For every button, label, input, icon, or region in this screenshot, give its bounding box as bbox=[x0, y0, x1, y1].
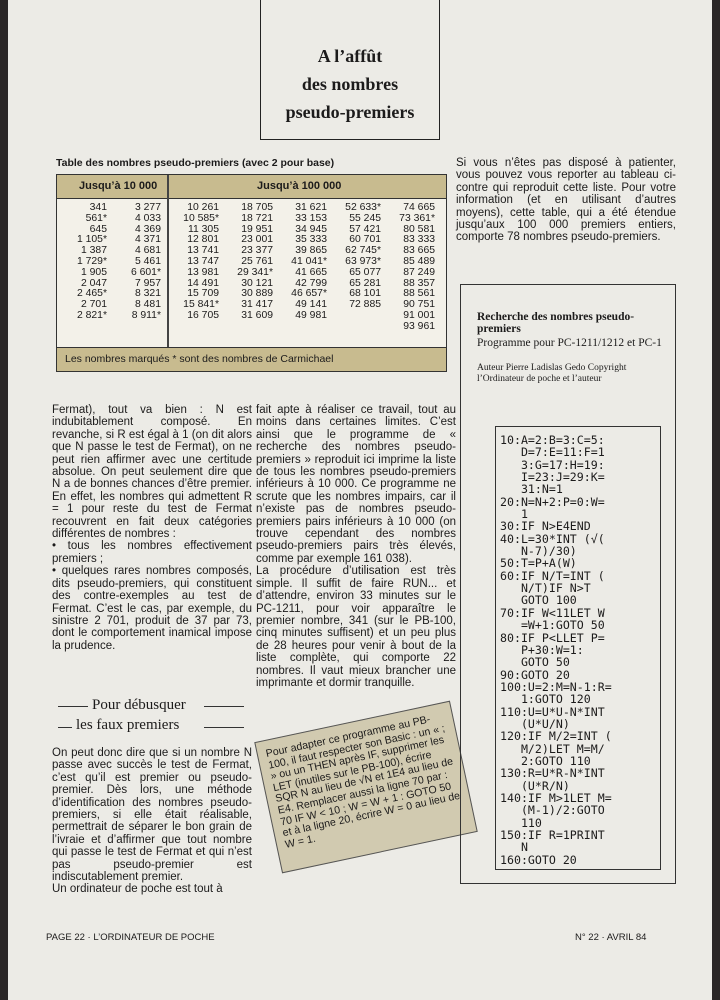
table-cell: 18 721 bbox=[241, 212, 273, 224]
table-cell: 4 369 bbox=[134, 223, 161, 235]
pseudo-prime-table bbox=[56, 174, 447, 372]
table-footer bbox=[57, 347, 446, 371]
table-cell: 57 421 bbox=[349, 223, 381, 235]
title-line-1: A l’affût bbox=[317, 46, 383, 66]
table-cell: 31 609 bbox=[241, 309, 273, 321]
table-cell: 73 361* bbox=[399, 212, 435, 224]
table-cell: 15 709 bbox=[187, 288, 219, 300]
footer-issue-label: N° 22 · AVRIL 84 bbox=[575, 932, 647, 943]
column-1-top-text: Fermat), tout va bien : N est indubitablement composé. En revanche, si R est égal à 1 (on dit alors que N passe le test de Fermat), on ne peut rien affirmer avec une certitude absolue. On peut seulement dire que N a de bonnes chances d’être premier. En effet, les nombres qui admettent R = 1 pour reste du test de Fermat recouvrent en fait deux catégories différentes de nombres : • tous les nombres effectivement premiers ; • quelques rares nombres composés, dits pseudo-premiers, qui constituent des contre-exemples au test de Fermat. C’est le cas, par exemple, du sinistre 2 701, produit de 37 par 73, dont le comportement inamical impose la prudence. bbox=[52, 404, 252, 652]
table-cell: 42 799 bbox=[295, 277, 327, 289]
table-cell: 30 889 bbox=[241, 288, 273, 300]
table-cell: 13 981 bbox=[187, 266, 219, 278]
table-cell: 6 601* bbox=[130, 266, 161, 278]
table-cell: 31 621 bbox=[295, 202, 327, 213]
table-cell: 88 561 bbox=[403, 288, 435, 300]
table-cell: 13 747 bbox=[187, 255, 219, 267]
table-column-7 bbox=[387, 203, 435, 333]
heading-rule bbox=[204, 727, 244, 728]
table-cell: 68 101 bbox=[349, 288, 381, 300]
column-1-bottom-text: On peut donc dire que si un nombre N passe avec succès le test de Fermat, c’est qu’il est premier ou pseudo-premier. Dès lors, une méthode d’identification des nombres pseudo-premiers, si elle était réalisable, permettrait de séparer le bon grain de l’ivraie et d’affirmer que tout nombre qui passe le test de Fermat et qui n’est pas pseudo-premier est indiscutablement premier. Un ordinateur de poche est tout à bbox=[52, 747, 252, 896]
table-cell: 62 745* bbox=[345, 245, 381, 257]
table-cell: 72 885 bbox=[349, 299, 381, 311]
program-platform: Programme pour PC-1211/1212 et PC-1 bbox=[477, 337, 662, 349]
table-cell: 4 681 bbox=[134, 245, 161, 257]
table-cell: 1 905 bbox=[80, 266, 107, 278]
table-column-2 bbox=[111, 203, 161, 322]
header-up-to-100000: Jusqu’à 100 000 bbox=[257, 180, 342, 192]
table-cell: 49 141 bbox=[295, 299, 327, 311]
table-caption: Table des nombres pseudo-premiers (avec 2 pour base) bbox=[56, 157, 335, 169]
table-cell: 65 281 bbox=[349, 277, 381, 289]
table-cell: 93 961 bbox=[403, 320, 435, 332]
table-cell: 39 865 bbox=[295, 245, 327, 257]
table-cell: 10 585* bbox=[183, 212, 219, 224]
section-heading-line-1: Pour débusquer bbox=[92, 697, 186, 713]
heading-rule bbox=[58, 706, 88, 707]
heading-rule bbox=[204, 706, 244, 707]
table-cell: 1 105* bbox=[76, 234, 107, 246]
table-cell: 25 761 bbox=[241, 255, 273, 267]
heading-rule bbox=[58, 727, 72, 728]
table-cell: 13 741 bbox=[187, 245, 219, 257]
program-listing: 10:A=2:B=3:C=5: D=7:E=11:F=1 3:G=17:H=19: I=23:J=29:K= 31:N=1 20:N=N+2:P=0:W= 1 30:IF N>E4END 40:L=30*INT (√( N-7)/30) 50:T=P+A(W) 60:IF N/T=INT ( N/T)IF N>T GOTO 100 70:IF W<11LET W =W+1:GOTO 50 80:IF P<LLET P= P+30:W=1: GOTO 50 90:GOTO 20 100:U=2:M=N-1:R= 1:GOTO 120 110:U=U*U-N*INT (U*U/N) 120:IF M/2=INT ( M/2)LET M=M/ 2:GOTO 110 130:R=U*R-N*INT (U*R/N) 140:IF M>1LET M= (M-1)/2:GOTO 110 150:IF R=1PRINT N 160:GOTO 20 bbox=[500, 433, 612, 867]
program-title: Recherche des nombres pseudo-premiers bbox=[477, 311, 635, 335]
table-cell: 46 657* bbox=[291, 288, 327, 300]
table-cell: 2 047 bbox=[80, 277, 107, 289]
table-cell: 1 387 bbox=[80, 245, 107, 257]
table-cell: 34 945 bbox=[295, 223, 327, 235]
table-cell: 91 001 bbox=[403, 309, 435, 321]
table-cell: 65 077 bbox=[349, 266, 381, 278]
table-cell: 63 973* bbox=[345, 255, 381, 267]
table-cell: 80 581 bbox=[403, 223, 435, 235]
title-box bbox=[260, 0, 440, 140]
table-header bbox=[57, 175, 446, 199]
table-cell: 31 417 bbox=[241, 299, 273, 311]
table-column-6 bbox=[333, 203, 381, 311]
table-cell: 88 357 bbox=[403, 277, 435, 289]
table-cell: 11 305 bbox=[187, 223, 219, 235]
table-cell: 30 121 bbox=[241, 277, 273, 289]
table-cell: 10 261 bbox=[187, 202, 219, 213]
magazine-page bbox=[8, 0, 712, 1000]
table-cell: 7 957 bbox=[134, 277, 161, 289]
table-cell: 74 665 bbox=[403, 202, 435, 213]
table-cell: 41 665 bbox=[295, 266, 327, 278]
column-2-text: fait apte à réaliser ce travail, tout au moins dans certaines limites. C’est ainsi que le programme de « recherche des nombres pseudo-premiers » reproduit ici imprime la liste de tous les nombres pseudo-premiers inférieurs à 10 000. Ce programme ne scrute que les nombres impairs, car il n’existe pas de nombres pseudo-premiers pairs inférieurs à 10 000 (on trouve cependant des nombres pseudo-premiers pairs très élevés, comme par exemple 161 038). La procédure d’utilisation est très simple. Il suffit de faire RUN... et d’attendre, environ 33 minutes sur le PC-1211, pour voir apparaître le premier nombre, 341 (sur le PB-100, cinq minutes suffisent) et un peu plus de 28 heures pour venir à bout de la liste complète, qui comporte 22 nombres. Il vaut mieux brancher une imprimante et dormir tranquille. bbox=[256, 404, 456, 689]
footer-page-label: PAGE 22 · L’ORDINATEUR DE POCHE bbox=[46, 932, 215, 943]
table-cell: 33 153 bbox=[295, 212, 327, 224]
table-cell: 1 729* bbox=[76, 255, 107, 267]
table-cell: 90 751 bbox=[403, 299, 435, 311]
table-cell: 85 489 bbox=[403, 255, 435, 267]
intro-paragraph-right: Si vous n’êtes pas disposé à patienter, vous pouvez vous reporter au tableau ci-contre qui reproduit cette liste. Pour votre information (et en utilisant d’autres moyens), cette table, qui a été étendue jusqu’aux 100 000 premiers entiers, comporte 78 nombres pseudo-premiers. bbox=[456, 157, 676, 244]
table-column-3 bbox=[171, 203, 219, 322]
table-cell: 341 bbox=[89, 202, 107, 213]
table-cell: 3 277 bbox=[134, 202, 161, 213]
table-cell: 15 841* bbox=[183, 299, 219, 311]
table-cell: 2 701 bbox=[80, 299, 107, 311]
table-cell: 4 033 bbox=[134, 212, 161, 224]
table-cell: 8 321 bbox=[134, 288, 161, 300]
table-cell: 4 371 bbox=[134, 234, 161, 246]
table-cell: 18 705 bbox=[241, 202, 273, 213]
table-cell: 16 705 bbox=[187, 309, 219, 321]
title-line-2: des nombres bbox=[301, 74, 399, 94]
title-line-3: pseudo-premiers bbox=[285, 102, 415, 122]
section-heading-line-2: les faux premiers bbox=[76, 717, 180, 733]
table-cell: 14 491 bbox=[187, 277, 219, 289]
table-cell: 60 701 bbox=[349, 234, 381, 246]
carmichael-note: Les nombres marqués * sont des nombres de Carmichael bbox=[65, 353, 334, 365]
table-cell: 2 821* bbox=[76, 309, 107, 321]
table-cell: 2 465* bbox=[76, 288, 107, 300]
pb100-adaptation-note bbox=[254, 701, 477, 874]
table-cell: 41 041* bbox=[291, 255, 327, 267]
table-cell: 87 249 bbox=[403, 266, 435, 278]
table-cell: 561* bbox=[85, 212, 107, 224]
table-cell: 12 801 bbox=[187, 234, 219, 246]
table-cell: 645 bbox=[89, 223, 107, 235]
table-cell: 35 333 bbox=[295, 234, 327, 246]
program-author: Auteur Pierre Ladislas Gedo Copyright l’Ordinateur de poche et l’auteur bbox=[477, 363, 627, 384]
table-cell: 29 341* bbox=[237, 266, 273, 278]
table-column-4 bbox=[225, 203, 273, 322]
table-column-1 bbox=[61, 203, 107, 322]
header-up-to-10000: Jusqu’à 10 000 bbox=[79, 180, 158, 192]
column-divider bbox=[167, 175, 169, 371]
table-cell: 55 245 bbox=[349, 212, 381, 224]
table-cell: 8 481 bbox=[134, 299, 161, 311]
table-cell: 23 001 bbox=[241, 234, 273, 246]
table-cell: 49 981 bbox=[295, 309, 327, 321]
table-cell: 23 377 bbox=[241, 245, 273, 257]
table-cell: 5 461 bbox=[134, 255, 161, 267]
table-cell: 52 633* bbox=[345, 202, 381, 213]
table-cell: 19 951 bbox=[241, 223, 273, 235]
table-cell: 83 333 bbox=[403, 234, 435, 246]
table-cell: 83 665 bbox=[403, 245, 435, 257]
table-column-5 bbox=[279, 203, 327, 322]
table-cell: 8 911* bbox=[131, 309, 161, 321]
note-text: Pour adapter ce programme au PB-100, il faut respecter son Basic : un « ; » ou un THEN après IF, supprimer les LET (inutiles sur le PB-100), écrire SQR N au lieu de √N et 1E4 au lieu de E4. Remplacer aussi la ligne 70 par : 70 IF W < 10 ; W = W + 1 : GOTO 50 et à la ligne 20, écrire W = 0 au lieu de W = 1. bbox=[264, 713, 462, 851]
